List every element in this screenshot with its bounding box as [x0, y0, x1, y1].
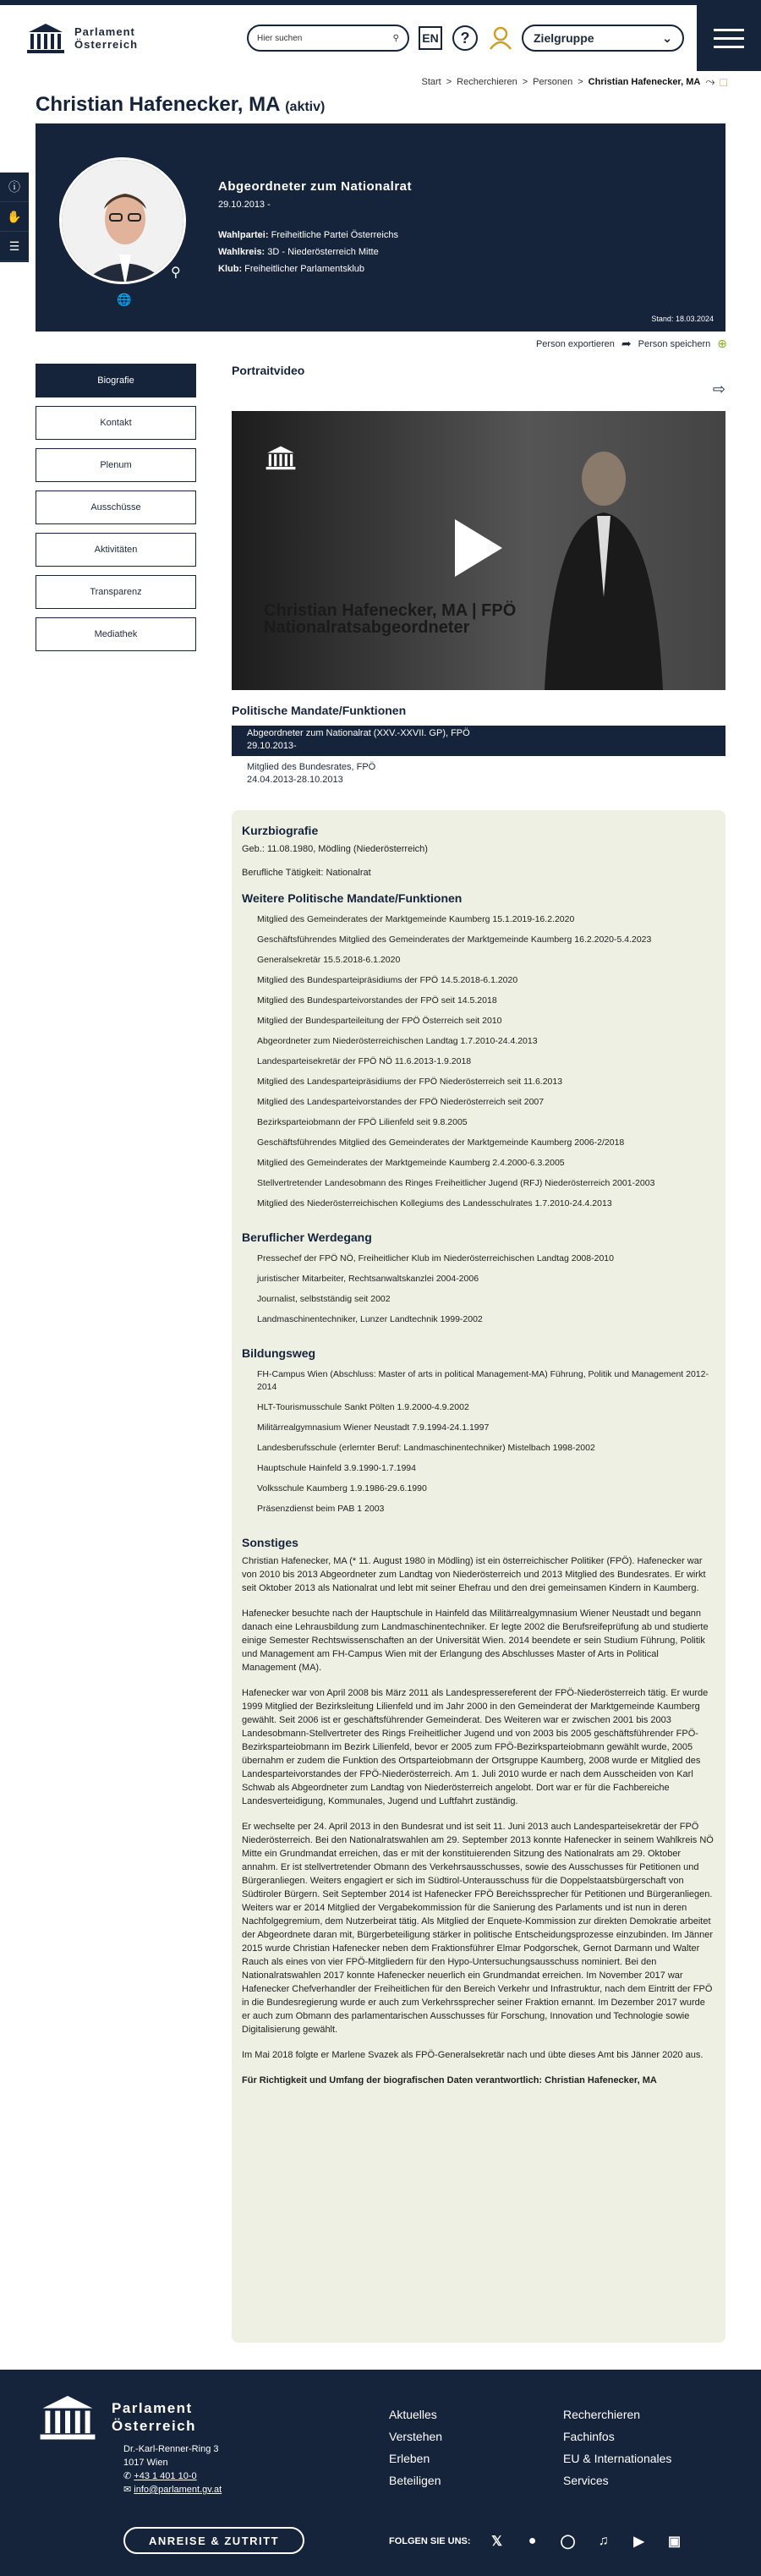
mandate-dates: 24.04.2013-28.10.2013	[247, 775, 343, 785]
accessibility-toolbar	[0, 173, 29, 262]
video-title-line1: Christian Hafenecker, MA | FPÖ	[264, 601, 517, 620]
directions-button[interactable]: ANREISE & ZUTRITT	[123, 2527, 304, 2554]
list-item: Präsenzdienst beim PAB 1 2003	[257, 1504, 385, 1514]
mandate-heading: Politische Mandate/Funktionen	[232, 704, 407, 717]
list-item: Mitglied des Landesparteipräsidiums der FPÖ Niederösterreich seit 11.6.2013	[257, 1077, 563, 1087]
footer-address	[123, 2442, 222, 2497]
breadcrumb-start[interactable]: Start	[421, 76, 441, 87]
person-info	[218, 227, 398, 277]
video-logo-icon	[264, 445, 298, 470]
video-heading: Portraitvideo	[232, 364, 305, 377]
biography-box	[232, 810, 725, 2343]
club-value[interactable]: Freiheitlicher Parlamentsklub	[244, 264, 365, 274]
address-city: 1017 Wien	[123, 2458, 168, 2468]
easy-language-icon[interactable]: ☰	[0, 232, 29, 261]
footer-link[interactable]: Beteiligen	[389, 2474, 441, 2487]
mail-link[interactable]: info@parlament.gv.at	[134, 2485, 222, 2495]
list-item: Mitglied des Niederösterreichischen Kollegiums des Landesschulrates 1.7.2010-24.4.2013	[257, 1198, 612, 1209]
footer-logo[interactable]	[36, 2393, 196, 2441]
last-updated: Stand: 18.03.2024	[651, 315, 714, 323]
logo-line1: Parlament	[74, 25, 135, 38]
nav-ausschuesse[interactable]: Ausschüsse	[36, 491, 196, 524]
list-item: Landesparteisekretär der FPÖ NÖ 11.6.2013-1.9.2018	[257, 1056, 472, 1066]
footer-link[interactable]: Recherchieren	[563, 2408, 641, 2421]
linkedin-icon[interactable]: ▣	[668, 2535, 682, 2549]
follow-label: FOLGEN SIE UNS:	[389, 2536, 471, 2546]
mandate-dates: 29.10.2013-	[247, 741, 297, 751]
mandate-title: Abgeordneter zum Nationalrat (XXV.-XXVII. GP), FPÖ	[247, 728, 470, 738]
youtube-icon[interactable]: ▶	[633, 2535, 644, 2549]
list-item: Journalist, selbstständig seit 2002	[257, 1294, 391, 1304]
search-icon[interactable]: ⚲	[392, 33, 399, 43]
sign-language-icon[interactable]: ✋	[0, 202, 29, 232]
list-item: Abgeordneter zum Niederösterreichischen Landtag 1.7.2010-24.4.2013	[257, 1036, 538, 1046]
list-item: Militärrealgymnasium Wiener Neustadt 7.9.1994-24.1.1997	[257, 1422, 490, 1433]
nav-aktivitaeten[interactable]: Aktivitäten	[36, 533, 196, 567]
footer-link[interactable]: Erleben	[389, 2452, 430, 2465]
footer-logo-line1: Parlament	[112, 2400, 193, 2416]
x-icon[interactable]: 𝕏	[491, 2535, 502, 2549]
person-since: 29.10.2013 -	[218, 200, 271, 210]
breadcrumb-recherchieren[interactable]: Recherchieren	[457, 76, 517, 87]
instagram-icon[interactable]: ◯	[560, 2535, 576, 2549]
footer-logo-line2: Österreich	[112, 2418, 197, 2434]
page-title	[36, 93, 325, 117]
chevron-down-icon: ⌄	[662, 30, 672, 45]
more-functions-list	[257, 913, 715, 1210]
list-item: Mitglied des Landesparteivorstandes der FPÖ Niederösterreich seit 2007	[257, 1097, 545, 1107]
list-item: Geschäftsführendes Mitglied des Gemeinderates der Marktgemeinde Kaumberg 2006-2/2018	[257, 1137, 625, 1148]
list-item: Mitglied des Bundesparteivorstandes der FPÖ seit 14.5.2018	[257, 995, 497, 1006]
bio-born: Geb.: 11.08.1980, Mödling (Niederösterreich)	[242, 844, 428, 854]
career-heading: Beruflicher Werdegang	[242, 1230, 372, 1244]
footer-link[interactable]: EU & Internationales	[563, 2452, 672, 2465]
breadcrumb-sep: >	[578, 76, 583, 87]
breadcrumb-sep: >	[446, 76, 452, 87]
nav-mediathek[interactable]: Mediathek	[36, 617, 196, 651]
nav-biografie[interactable]: Biografie	[36, 364, 196, 397]
list-item: Mitglied der Bundesparteileitung der FPÖ Österreich seit 2010	[257, 1016, 502, 1026]
bio-paragraph: Christian Hafenecker, MA (* 11. August 1980 in Mödling) ist ein österreichischer Politiker (FPÖ). Hafenecker war von 2010 bis 2013 Abgeordneter zum Landtag von Niederösterreich und 2013 Mitglied des Bundesrates. Er wirkt seit Oktober 2013 als Nationalrat und lebt mit seiner Ehefrau und den drei gemeinsamen Kindern in Kaumberg.	[242, 1556, 706, 1593]
person-hero	[36, 123, 725, 332]
misc-heading: Sonstiges	[242, 1536, 298, 1549]
facebook-icon[interactable]: ●	[528, 2534, 537, 2548]
breadcrumb-personen[interactable]: Personen	[533, 76, 573, 87]
phone-icon: ✆	[123, 2471, 132, 2481]
site-footer	[0, 2370, 761, 2576]
list-item: Geschäftsführendes Mitglied des Gemeinderates der Marktgemeinde Kaumberg 16.2.2020-5.4.2023	[257, 934, 652, 945]
share-icon[interactable]: ⤳	[705, 74, 715, 88]
party-value[interactable]: Freiheitliche Partei Österreichs	[271, 230, 398, 240]
list-item: juristischer Mitarbeiter, Rechtsanwaltskanzlei 2004-2006	[257, 1274, 479, 1284]
person-name: Christian Hafenecker, MA	[36, 93, 280, 116]
breadcrumb	[421, 74, 727, 89]
globe-icon[interactable]: 🌐	[117, 293, 132, 306]
plus-circle-icon[interactable]: ⊕	[717, 337, 727, 350]
mandate-item	[232, 726, 725, 756]
person-actions	[536, 337, 727, 351]
target-group-select[interactable]	[522, 25, 684, 52]
logo-line2: Österreich	[74, 38, 139, 51]
main-content	[232, 364, 725, 2085]
help-button[interactable]: ?	[452, 25, 478, 51]
education-list	[257, 1368, 715, 1515]
language-switch-button[interactable]: EN	[419, 26, 442, 50]
bio-paragraph: Im Mai 2018 folgte er Marlene Svazek als FPÖ-Generalsekretär nach und übte dieses Amt bis Jänner 2020 aus.	[242, 2050, 704, 2060]
list-item: HLT-Tourismusschule Sankt Pölten 1.9.2000-4.9.2002	[257, 1402, 469, 1412]
bio-responsibility: Für Richtigkeit und Umfang der biografischen Daten verantwortlich: Christian Hafenecker, MA	[242, 2075, 657, 2085]
list-item: FH-Campus Wien (Abschluss: Master of arts in political Management-MA) Führung, Politik und Management 2012-2014	[257, 1369, 709, 1392]
mail-icon: ✉	[123, 2485, 132, 2495]
zoom-icon[interactable]: ⚲	[171, 266, 181, 280]
site-header	[0, 0, 761, 71]
play-icon[interactable]	[455, 519, 502, 577]
career-list	[257, 1252, 715, 1326]
list-item: Mitglied des Bundesparteipräsidiums der FPÖ 14.5.2018-6.1.2020	[257, 975, 518, 985]
education-heading: Bildungsweg	[242, 1346, 316, 1360]
download-icon[interactable]: ⇨	[712, 381, 725, 397]
social-links	[389, 2532, 684, 2551]
district-label: Wahlkreis:	[218, 247, 266, 257]
search-placeholder: Hier suchen	[257, 33, 303, 43]
mandate-item	[232, 759, 725, 788]
club-label: Klub:	[218, 264, 243, 274]
nav-transparenz[interactable]: Transparenz	[36, 575, 196, 609]
list-item: Stellvertretender Landesobmann des Ringes Freiheitlicher Jugend (RFJ) Niederösterreich 2001-2003	[257, 1178, 655, 1188]
party-label: Wahlpartei:	[218, 230, 269, 240]
list-item: Volksschule Kaumberg 1.9.1986-29.6.1990	[257, 1483, 427, 1494]
bio-paragraph: Er wechselte per 24. April 2013 in den Bundesrat und ist seit 11. Juni 2013 auch Landesparteisekretär der FPÖ Niederösterreich. Bei den Nationalratswahlen am 29. September 2013 konnte Hafenecker in seinem Wahlkreis NÖ Mitte ein Grundmandat erreichen, das er mit der konstituierenden Sitzung des Nationalrats am 29. Oktober annahm. Er ist stellvertretender Obmann des Verkehrsausschusses, sowie des Ausschusses für Petitionen und Bürgeranliegen. Weiters engagiert er sich im Südtirol-Unterausschuss für die Doppelstaatsbürgerschaft von Südtiroler Bürgern. Seit September 2014 ist Hafenecker FPÖ Bereichssprecher für Petitionen und Bürgeranliegen. Weiters war er 2014 Mitglied der Vergabekommission für die Sanierung des Parlaments und ist nun in deren Nachfolgegremium, dem Nutzerbeirat tätig. Als Mitglied der Enquete-Kommission zur direkten Demokratie arbeitet der Abgeordnete daran mit, Bürgerbeteiligung stärker in politische Entscheidungsprozesse einzubinden. Im Jänner 2015 wurde Christian Hafenecker neben dem Fraktionsführer Elmar Podgorschek, Gernot Darmann und Walter Rauch als eines von vier FPÖ-Mitgliedern für den Hypo-Untersuchungsausschuss nominiert. Bei den Nationalratswahlen 2017 konnte Hafenecker neuerlich ein Grundmandat erreichen. Im November 2017 war Hafenecker Chefverhandler der Freiheitlichen für den Bereich Verkehr und Infrastruktur, nach dem Eintritt der FPÖ in die Bundesregierung wurde er auch zum Verkehrssprecher seiner Fraktion ernannt. Im Dezember 2017 wurde er auch zum Obmann des parlamentarischen Ausschusses für Forschung, Innovation und Technologie sowie Digitalisierung gewählt.	[242, 1822, 714, 2035]
list-item: Pressechef der FPÖ NÖ, Freiheitlicher Klub im Niederösterreichischen Landtag 2008-2010	[257, 1253, 614, 1263]
more-functions-heading: Weitere Politische Mandate/Funktionen	[242, 891, 463, 905]
breadcrumb-sep: >	[522, 76, 528, 87]
parliament-building-icon	[25, 22, 66, 54]
person-nav	[36, 364, 196, 660]
footer-link[interactable]: Services	[563, 2474, 609, 2487]
nav-plenum[interactable]: Plenum	[36, 448, 196, 482]
bookmark-icon[interactable]: □	[720, 74, 727, 89]
tiktok-icon[interactable]: ♫	[598, 2534, 609, 2548]
save-person-link[interactable]: Person speichern	[638, 338, 711, 349]
export-person-link[interactable]: Person exportieren	[535, 338, 615, 349]
video-title	[264, 602, 516, 636]
list-item: Bezirksparteiobmann der FPÖ Lilienfeld seit 9.8.2005	[257, 1117, 468, 1127]
bio-paragraph: Hafenecker war von April 2008 bis März 2011 als Landespressereferent der FPÖ-Niederösterreich tätig. Er wurde 1999 Mitglied der Bezirksleitung Lilienfeld und im Jahr 2000 in den Gemeinderat der Marktgemeinde Kaumberg gewählt. Seit 2006 ist er geschäftsführender Gemeinderat. Des Weiteren war er zwischen 2001 bis 2003 Landesobmann-Stellvertreter des Rings Freiheitlicher Jugend und von 2003 bis 2005 geschäftsführender FPÖ-Bezirksparteiobmann im Bezirk Lilienfeld, bevor er 2005 zum FPÖ-Bezirksparteiobmann gewählt wurde, 2005 übernahm er zudem die Funktion des Ortsparteiobmann der Ortsgruppe Kaumberg, 2008 wurde er Mitglied des Landesparteivorstandes der FPÖ-Niederösterreich. Am 1. Juli 2010 wurde er nach dem Ausscheiden von Karl Schwab als Abgeordneter zum Landtag von Niederösterreich angelobt. Dort war er für die Fachbereiche Landesverteidigung, Kommunales, Jugend und Luftfahrt zuständig.	[242, 1688, 709, 1806]
user-icon[interactable]	[488, 25, 513, 51]
list-item: Generalsekretär 15.5.2018-6.1.2020	[257, 955, 401, 965]
footer-link[interactable]: Verstehen	[389, 2430, 443, 2443]
mandate-title: Mitglied des Bundesrates, FPÖ	[247, 762, 376, 772]
video-title-line2: Nationalratsabgeordneter	[264, 618, 470, 637]
search-input[interactable]	[247, 25, 409, 52]
export-icon[interactable]: ➦	[621, 337, 632, 350]
list-item: Mitglied des Gemeinderates der Marktgemeinde Kaumberg 15.1.2019-16.2.2020	[257, 914, 575, 924]
phone-link[interactable]: +43 1 401 10-0	[134, 2471, 197, 2481]
bio-paragraph: Hafenecker besuchte nach der Hauptschule in Hainfeld das Militärrealgymnasium Wiener Neustadt und begann danach eine Lehrausbildung zum Landmaschinentechniker. Er legte 2002 die Berufsreifeprüfung ab und studierte einige Semester Rechtswissenschaften an der Universität Wien. 2014 beendete er sein Studium Führung, Politik und Management am FH-Campus Wien mit der Erlangung des Abschlusses Master of Arts in Political Management (MA).	[242, 1609, 709, 1673]
list-item: Hauptschule Hainfeld 3.9.1990-1.7.1994	[257, 1463, 416, 1473]
parliament-building-icon	[36, 2393, 100, 2441]
address-street: Dr.-Karl-Renner-Ring 3	[123, 2444, 219, 2454]
footer-nav-col2	[563, 2403, 671, 2491]
footer-link[interactable]: Fachinfos	[563, 2430, 615, 2443]
video-person-figure	[536, 428, 671, 690]
footer-nav-col1	[389, 2403, 442, 2491]
district-value[interactable]: 3D - Niederösterreich Mitte	[267, 247, 379, 257]
footer-link[interactable]: Aktuelles	[389, 2408, 437, 2421]
nav-kontakt[interactable]: Kontakt	[36, 406, 196, 440]
person-role: Abgeordneter zum Nationalrat	[218, 179, 413, 194]
person-portrait	[59, 157, 186, 284]
breadcrumb-current: Christian Hafenecker, MA	[588, 76, 701, 87]
bio-job: Berufliche Tätigkeit: Nationalrat	[242, 868, 371, 878]
list-item: Mitglied des Gemeinderates der Marktgemeinde Kaumberg 2.4.2000-6.3.2005	[257, 1158, 565, 1168]
menu-button[interactable]	[697, 5, 761, 71]
info-icon[interactable]: ⓘ	[0, 173, 29, 202]
target-group-label: Zielgruppe	[534, 31, 594, 45]
person-status: (aktiv)	[285, 100, 326, 114]
bio-heading: Kurzbiografie	[242, 824, 319, 837]
portrait-video[interactable]	[232, 411, 725, 690]
parliament-logo[interactable]	[25, 22, 138, 54]
list-item: Landesberufsschule (erlernter Beruf: Landmaschinentechniker) Mistelbach 1998-2002	[257, 1443, 595, 1453]
list-item: Landmaschinentechniker, Lunzer Landtechnik 1999-2002	[257, 1314, 483, 1324]
